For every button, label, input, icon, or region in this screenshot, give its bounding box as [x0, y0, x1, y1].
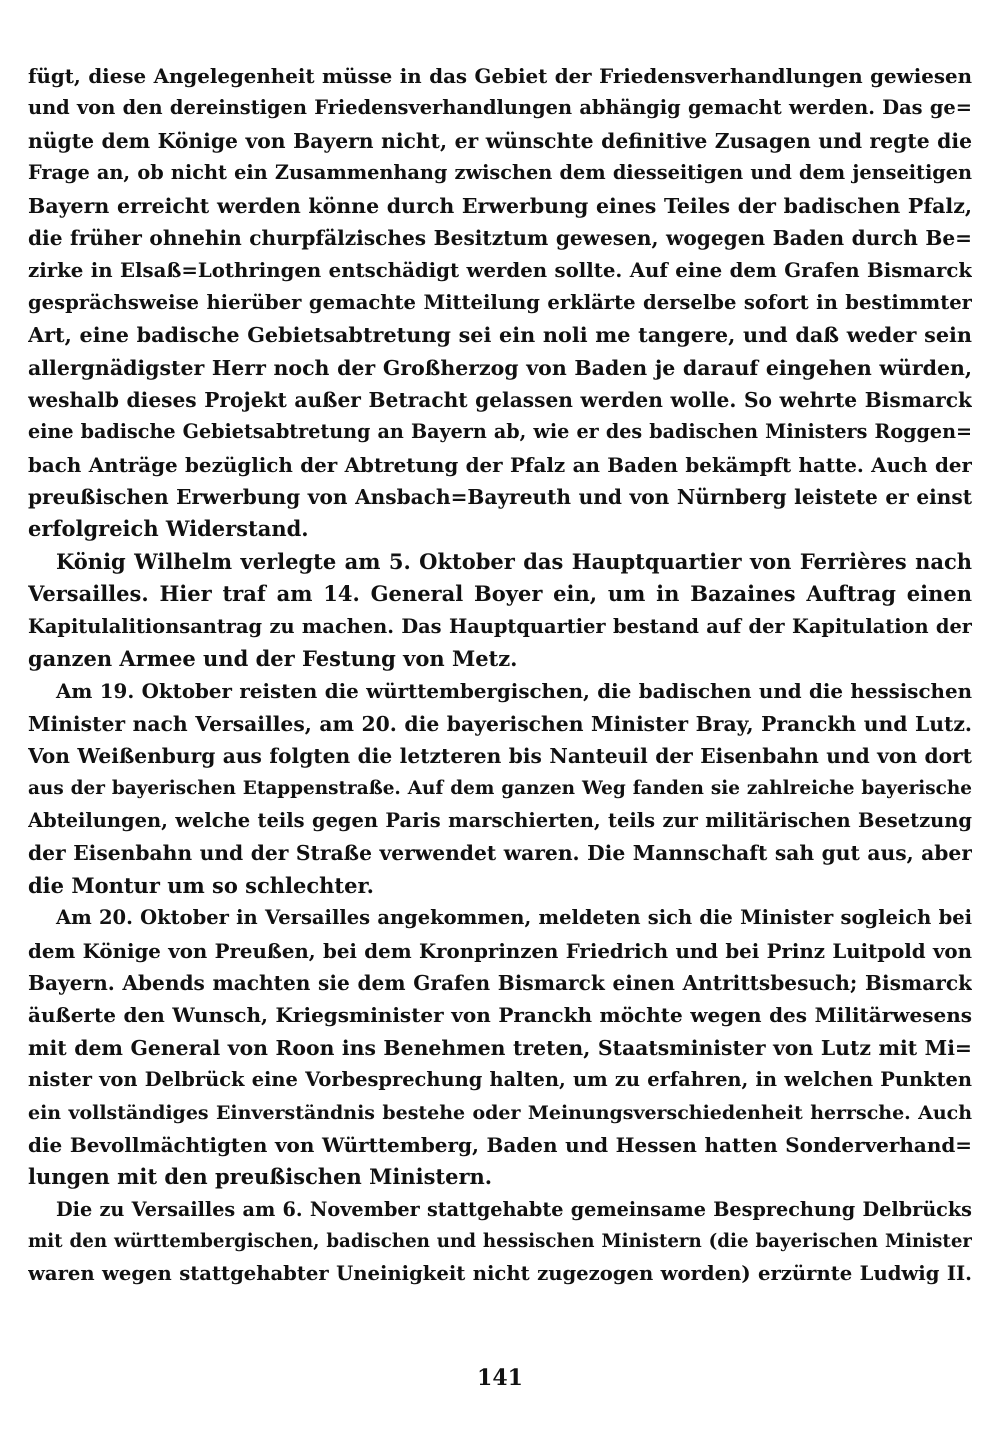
paragraph-1 [28, 60, 972, 546]
paragraph-4 [28, 902, 972, 1194]
page-number: 141 [477, 1365, 523, 1391]
text-line: Am 19. Oktober reisten die württembergischen, die badischen und die hessischen [56, 679, 972, 704]
paragraph-2 [28, 546, 972, 676]
text-line: Art, eine badische Gebietsabtretung sei ein noli me tangere, und daß weder sein [28, 323, 972, 348]
text-line: Von Weißenburg aus folgten die letzteren bis Nanteuil der Eisenbahn und von dort [28, 744, 972, 769]
text-line: Bayern erreicht werden könne durch Erwerbung eines Teiles der badischen Pfalz, [28, 193, 972, 218]
text-line: dem Könige von Preußen, bei dem Kronprinzen Friedrich und bei Prinz Luitpold von [28, 938, 972, 963]
text-line: waren wegen stattgehabter Uneinigkeit nicht zugezogen worden) erzürnte Ludwig II. [28, 1262, 972, 1286]
text-line: Frage an, ob nicht ein Zusammenhang zwischen dem diesseitigen und dem jenseitigen [28, 161, 972, 185]
text-line: fügt, diese Angelegenheit müsse in das Gebiet der Friedensverhandlungen gewiesen [28, 64, 972, 88]
text-line: äußerte den Wunsch, Kriegsminister von Pranckh möchte wegen des Militärwesens [28, 1003, 972, 1028]
text-line: allergnädigster Herr noch der Großherzog von Baden je darauf eingehen würden, [28, 355, 972, 380]
text-line: zirke in Elsaß=Lothringen entschädigt werden sollte. Auf eine dem Grafen Bismarck [28, 258, 972, 283]
text-line: preußischen Erwerbung von Ansbach=Bayreuth und von Nürnberg leistete er einst [28, 485, 972, 510]
text-line: mit den württembergischen, badischen und hessischen Ministern (die bayerischen Minister [28, 1231, 972, 1253]
text-line: die Montur um so schlechter. [28, 872, 374, 898]
text-line: Versailles. Hier traf am 14. General Boyer ein, um in Bazaines Auftrag einen [28, 581, 972, 607]
paragraph-5 [28, 1194, 972, 1291]
text-line: aus der bayerischen Etappenstraße. Auf dem ganzen Weg fanden sie zahlreiche bayerische [28, 777, 972, 799]
text-line: und von den dereinstigen Friedensverhandlungen abhängig gemacht werden. Das ge= [28, 96, 972, 120]
paragraph-3 [28, 675, 972, 902]
text-line: gesprächsweise hierüber gemachte Mitteilung erklärte derselbe sofort in bestimmter [28, 290, 972, 314]
text-line: erfolgreich Widerstand. [28, 516, 309, 542]
text-line: König Wilhelm verlegte am 5. Oktober das Hauptquartier von Ferrières nach [56, 548, 972, 574]
text-line: eine badische Gebietsabtretung an Bayern ab, wie er des badischen Ministers Roggen= [28, 420, 972, 444]
text-line: ganzen Armee und der Festung von Metz. [28, 646, 518, 672]
text-line: Am 20. Oktober in Versailles angekommen, meldeten sich die Minister sogleich bei [56, 906, 972, 930]
text-line: bach Anträge bezüglich der Abtretung der Pfalz an Baden bekämpft hatte. Auch der [28, 452, 972, 477]
text-line: der Eisenbahn und der Straße verwendet waren. Die Mannschaft sah gut aus, aber [28, 841, 972, 866]
text-line: nügte dem Könige von Bayern nicht, er wünschte definitive Zusagen und regte die [28, 128, 972, 153]
text-line: mit dem General von Roon ins Benehmen treten, Staatsminister von Lutz mit Mi= [28, 1035, 972, 1060]
text-line: Abteilungen, welche teils gegen Paris marschierten, teils zur militärischen Besetzung [28, 808, 972, 832]
text-line: Minister nach Versailles, am 20. die bayerischen Minister Bray, Pranckh und Lutz. [28, 711, 972, 736]
text-line: die Bevollmächtigten von Württemberg, Baden und Hessen hatten Sonderverhand= [28, 1132, 972, 1157]
page-text [28, 60, 972, 1291]
text-line: lungen mit den preußischen Ministern. [28, 1164, 493, 1190]
text-line: Bayern. Abends machten sie dem Grafen Bismarck einen Antrittsbesuch; Bismarck [28, 970, 972, 995]
text-line: ein vollständiges Einverständnis bestehe oder Meinungsverschiedenheit herrsche. Auch [28, 1101, 972, 1124]
text-line: Die zu Versailles am 6. November stattgehabte gemeinsame Besprechung Delbrücks [56, 1197, 972, 1221]
text-line: Kapitulalitionsantrag zu machen. Das Hauptquartier bestand auf der Kapitulation der [28, 614, 972, 638]
text-line: die früher ohnehin churpfälzisches Besitztum gewesen, wogegen Baden durch Be= [28, 225, 972, 250]
text-line: weshalb dieses Projekt außer Betracht gelassen werden wolle. So wehrte Bismarck [28, 387, 972, 412]
text-line: nister von Delbrück eine Vorbesprechung halten, um zu erfahren, in welchen Punkten [28, 1068, 972, 1092]
